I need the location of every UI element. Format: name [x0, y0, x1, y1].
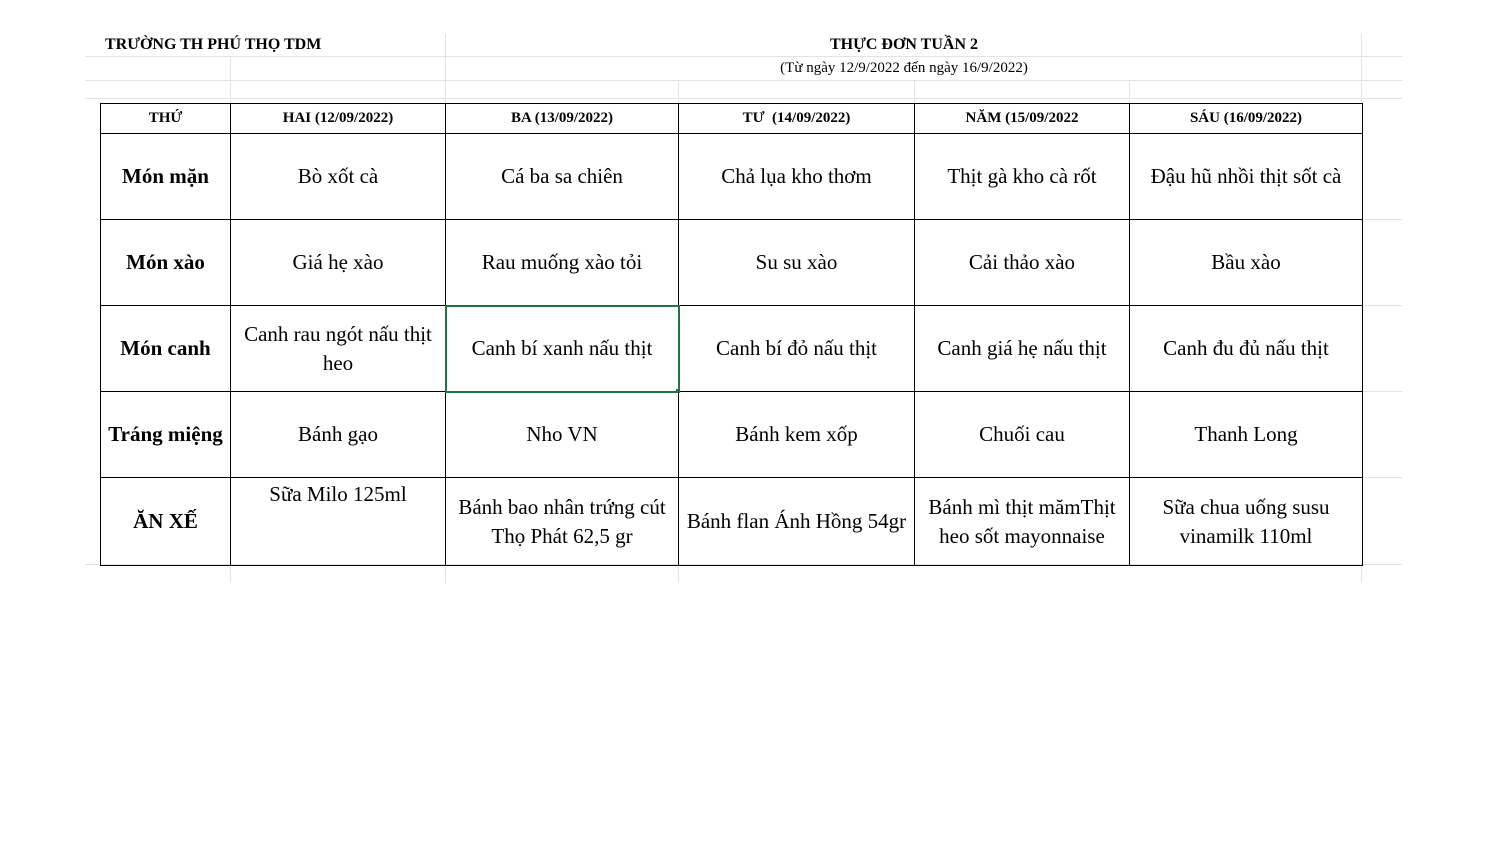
gridline	[230, 565, 231, 583]
fill-handle[interactable]	[676, 389, 679, 392]
gridline	[1362, 391, 1402, 392]
column-header-wednesday[interactable]: TƯ (14/09/2022)	[679, 104, 915, 134]
menu-cell-selected[interactable]	[446, 306, 679, 392]
table-row	[101, 478, 1363, 566]
gridline	[230, 56, 231, 103]
gridline	[1361, 565, 1362, 583]
header-row	[101, 104, 1363, 134]
cell-text: Canh bí xanh nấu thịt	[471, 336, 653, 360]
menu-cell[interactable]: Bánh gạo	[231, 392, 446, 478]
column-header-tuesday[interactable]: BA (13/09/2022)	[446, 104, 679, 134]
gridline	[445, 565, 446, 583]
gridline	[85, 98, 1402, 99]
menu-cell[interactable]: Bánh kem xốp	[679, 392, 915, 478]
gridline	[678, 565, 679, 583]
menu-cell[interactable]: Sữa chua uống susu vinamilk 110ml	[1130, 478, 1363, 566]
gridline	[85, 56, 1402, 57]
weekly-menu-table	[100, 103, 1363, 566]
menu-cell[interactable]: Cải thảo xào	[915, 220, 1130, 306]
menu-cell[interactable]: Chả lụa kho thơm	[679, 134, 915, 220]
column-header-day[interactable]: THỨ	[101, 104, 231, 134]
table-row	[101, 306, 1363, 392]
menu-cell[interactable]: Bánh mì thịt mămThịt heo sốt mayonnaise	[915, 478, 1130, 566]
menu-cell[interactable]: Bầu xào	[1130, 220, 1363, 306]
menu-cell[interactable]: Thanh Long	[1130, 392, 1363, 478]
gridline	[678, 80, 679, 103]
menu-cell[interactable]: Giá hẹ xào	[231, 220, 446, 306]
gridline	[1129, 80, 1130, 103]
column-header-thursday[interactable]: NĂM (15/09/2022	[915, 104, 1130, 134]
gridline	[914, 80, 915, 103]
gridline	[1362, 305, 1402, 306]
menu-cell[interactable]: Canh giá hẹ nấu thịt	[915, 306, 1130, 392]
menu-cell[interactable]: Bánh flan Ánh Hồng 54gr	[679, 478, 915, 566]
menu-cell[interactable]: Canh rau ngót nấu thịt heo	[231, 306, 446, 392]
date-range[interactable]: (Từ ngày 12/9/2022 đến ngày 16/9/2022)	[780, 60, 1028, 76]
menu-cell[interactable]: Chuối cau	[915, 392, 1130, 478]
row-label-stir-fry[interactable]: Món xào	[101, 220, 231, 306]
menu-cell[interactable]: Bánh bao nhân trứng cút Thọ Phát 62,5 gr	[446, 478, 679, 566]
menu-cell[interactable]: Rau muống xào tỏi	[446, 220, 679, 306]
menu-cell[interactable]: Canh đu đủ nấu thịt	[1130, 306, 1363, 392]
table-row	[101, 392, 1363, 478]
row-label-afternoon-snack[interactable]: ĂN XẾ	[101, 478, 231, 566]
menu-title[interactable]: THỰC ĐƠN TUẦN 2	[829, 36, 978, 53]
table-row	[101, 134, 1363, 220]
table-row	[101, 220, 1363, 306]
gridline	[85, 80, 1402, 81]
menu-cell[interactable]: Đậu hũ nhồi thịt sốt cà	[1130, 134, 1363, 220]
row-label-dessert[interactable]: Tráng miệng	[101, 392, 231, 478]
menu-cell[interactable]: Cá ba sa chiên	[446, 134, 679, 220]
column-header-monday[interactable]: HAI (12/09/2022)	[231, 104, 446, 134]
menu-cell[interactable]: Su su xào	[679, 220, 915, 306]
menu-cell[interactable]: Nho VN	[446, 392, 679, 478]
column-header-friday[interactable]: SÁU (16/09/2022)	[1130, 104, 1363, 134]
menu-cell[interactable]: Sữa Milo 125ml	[231, 478, 446, 566]
gridline	[1362, 477, 1402, 478]
row-label-main-dish[interactable]: Món mặn	[101, 134, 231, 220]
row-label-soup[interactable]: Món canh	[101, 306, 231, 392]
menu-cell[interactable]: Bò xốt cà	[231, 134, 446, 220]
menu-cell[interactable]: Canh bí đỏ nấu thịt	[679, 306, 915, 392]
gridline	[1362, 219, 1402, 220]
menu-cell[interactable]: Thịt gà kho cà rốt	[915, 134, 1130, 220]
school-name[interactable]: TRƯỜNG TH PHÚ THỌ TDM	[105, 36, 322, 53]
